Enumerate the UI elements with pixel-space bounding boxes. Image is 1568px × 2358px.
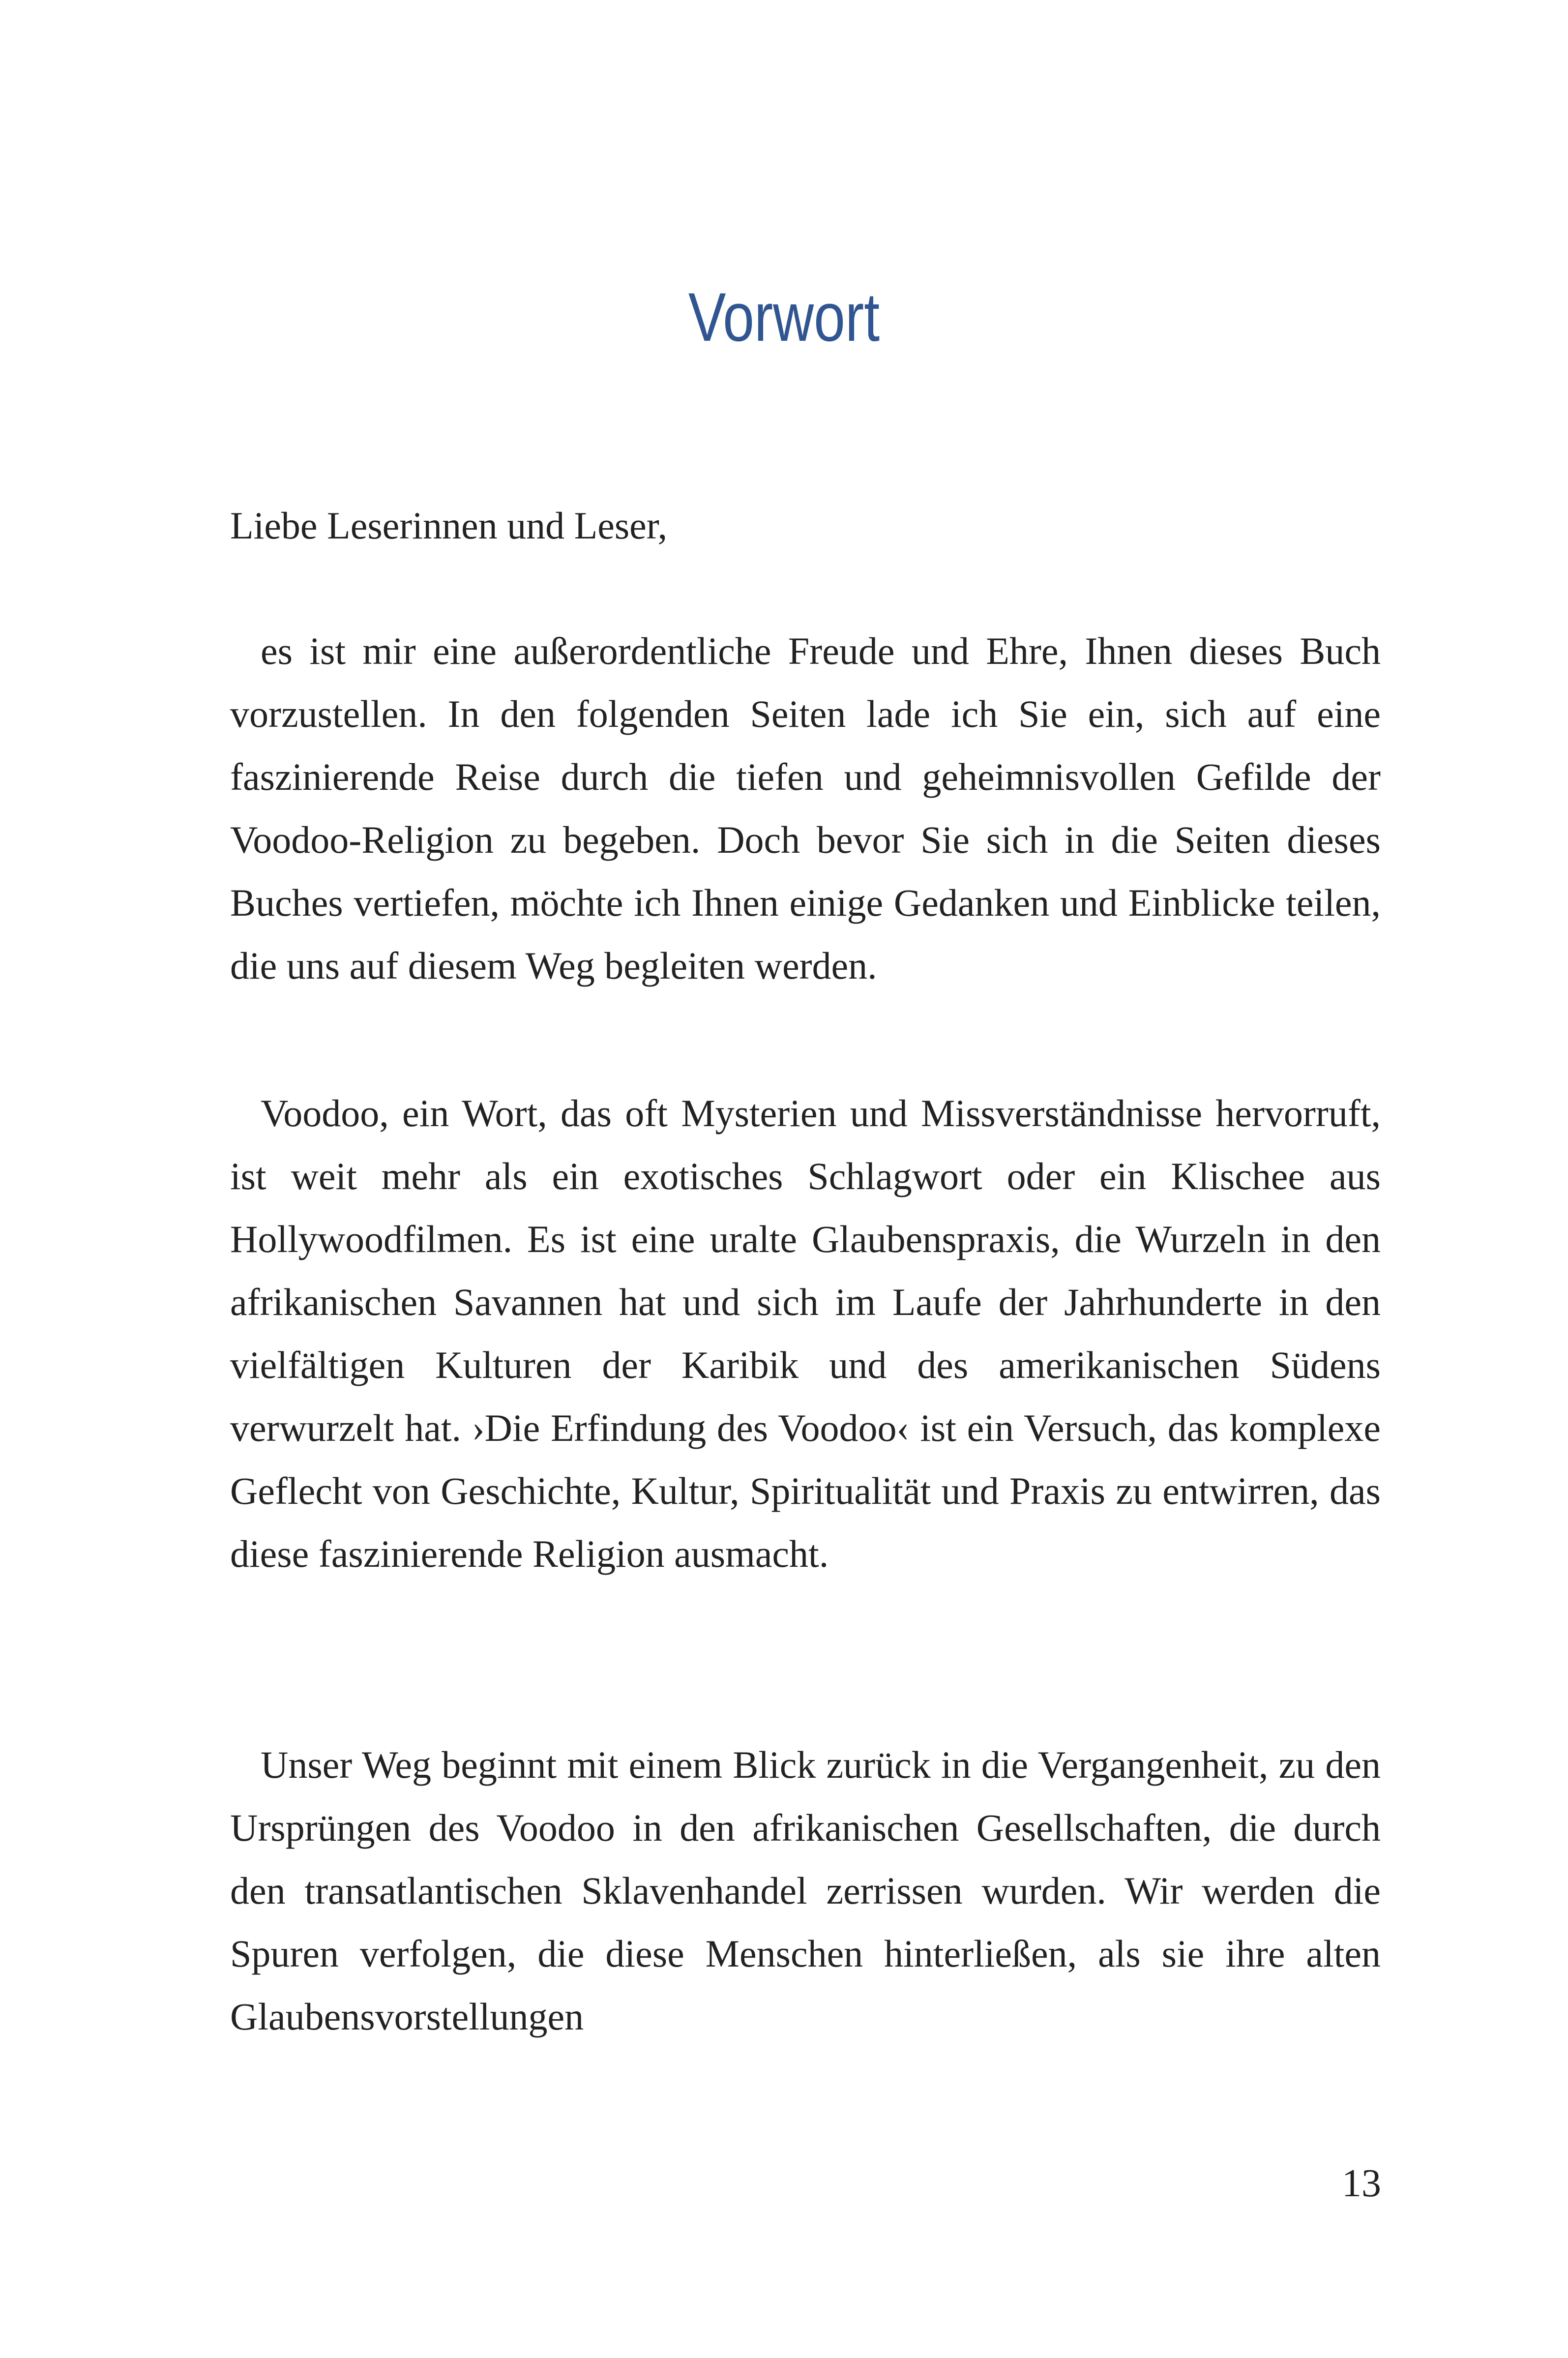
body-paragraph-1 bbox=[230, 620, 1381, 997]
page-number: 13 bbox=[1342, 2162, 1381, 2205]
chapter-title: Vorwort bbox=[688, 278, 880, 356]
paragraph-text: es ist mir eine außerordentliche Freude und Ehre, Ihnen dieses Buch vorzustellen. In den folgenden Seiten lade ich Sie ein, sich auf eine faszinierende Reise durch die tiefen und geheimnisvollen Gefilde der Voodoo-Religion zu begeben. Doch bevor Sie sich in die Seiten dieses Buches vertiefen, möchte ich Ihnen einige Gedanken und Einblicke teilen, die uns auf diesem Weg begleiten werden. bbox=[230, 629, 1381, 987]
paragraph-text: Unser Weg beginnt mit einem Blick zurück in die Vergangenheit, zu den Ursprüngen des Voodoo in den afrikanischen Gesellschaften, die durch den transatlantischen Sklavenhandel zerrissen wurden. Wir werden die Spuren verfolgen, die diese Menschen hinterließen, als sie ihre alten Glaubensvorstellungen bbox=[230, 1743, 1381, 2038]
salutation: Liebe Leserinnen und Leser, bbox=[230, 504, 668, 547]
body-paragraph-2 bbox=[230, 1082, 1381, 1585]
paragraph-text: Voodoo, ein Wort, das oft Mysterien und Missverständnisse hervorruft, ist weit mehr als ein exotisches Schlagwort oder ein Klischee aus Hollywoodfilmen. Es ist eine uralte Glaubenspraxis, die Wurzeln in den afrikanischen Savannen hat und sich im Laufe der Jahrhunderte in den vielfältigen Kulturen der Karibik und des amerikanischen Südens verwurzelt hat. ›Die Erfindung des Voodoo‹ ist ein Versuch, das komplexe Geflecht von Geschichte, Kultur, Spiritualität und Praxis zu entwirren, das diese faszinierende Religion ausmacht. bbox=[230, 1092, 1381, 1575]
body-paragraph-3 bbox=[230, 1733, 1381, 2048]
